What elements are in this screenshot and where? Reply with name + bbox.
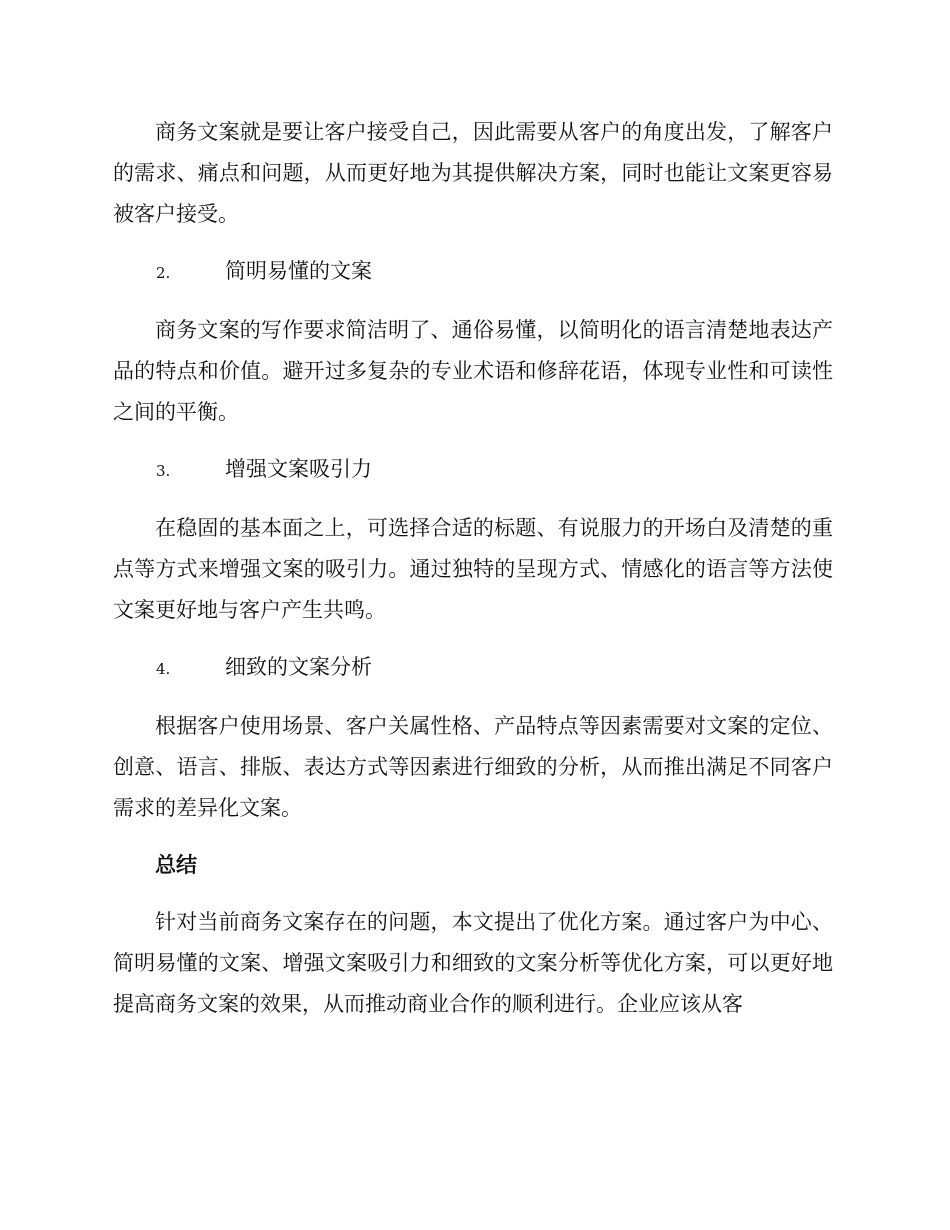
section-title: 细致的文案分析: [225, 655, 372, 679]
spacer: [113, 829, 833, 845]
summary-heading: 总结: [155, 853, 197, 877]
spacer: [113, 690, 833, 706]
section-number: 3.: [156, 462, 171, 480]
paragraph-customer-centric: 商务文案就是要让客户接受自己，因此需要从客户的角度出发，了解客户的需求、痛点和问题，从而更好地为其提供解决方案，同时也能让文案更容易被客户接受。: [113, 120, 833, 226]
spacer: [113, 886, 833, 902]
spacer: [113, 294, 833, 310]
section-number: 2.: [156, 264, 171, 282]
section-heading-3: [113, 449, 833, 492]
summary-paragraph: 针对当前商务文案存在的问题，本文提出了优化方案。通过客户为中心、简明易懂的文案、增强文案吸引力和细致的文案分析等优化方案，可以更好地提高商务文案的效果，从而推动商业合作的顺利进行。企业应该从客: [113, 910, 833, 1016]
spacer: [113, 631, 833, 647]
paragraph-section-3: 在稳固的基本面之上，可选择合适的标题、有说服力的开场白及清楚的重点等方式来增强文案的吸引力。通过独特的呈现方式、情感化的语言等方法使文案更好地与客户产生共鸣。: [113, 516, 833, 622]
spacer: [113, 235, 833, 251]
section-heading-2: [113, 251, 833, 294]
section-title: 增强文案吸引力: [225, 457, 372, 481]
section-number: 4.: [156, 660, 171, 678]
document-page: [113, 112, 833, 1025]
spacer: [113, 433, 833, 449]
section-heading-4: [113, 647, 833, 690]
spacer: [113, 492, 833, 508]
paragraph-section-2: 商务文案的写作要求简洁明了、通俗易懂，以简明化的语言清楚地表达产品的特点和价值。避开过多复杂的专业术语和修辞花语，体现专业性和可读性之间的平衡。: [113, 318, 833, 424]
paragraph-section-4: 根据客户使用场景、客户关属性格、产品特点等因素需要对文案的定位、创意、语言、排版、表达方式等因素进行细致的分析，从而推出满足不同客户需求的差异化文案。: [113, 714, 833, 820]
section-title: 简明易懂的文案: [225, 259, 372, 283]
